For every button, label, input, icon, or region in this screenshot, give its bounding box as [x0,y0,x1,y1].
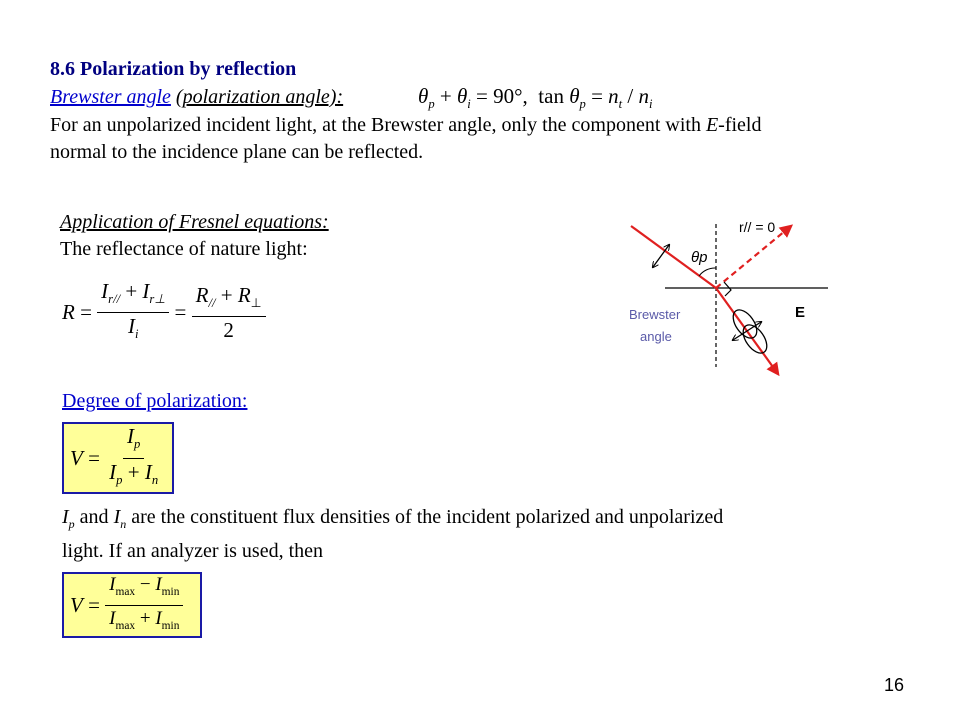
brewster-paren: (polarization angle): [175,86,344,108]
reflectance-equation: R = $\frac{I_{r//} + I_{r\perp}}{I_i}$ = $\frac{R_{//} + R_\perp}{2}$ [62,278,266,347]
flux-paragraph [62,504,942,565]
ip-symbol: I [62,506,69,528]
brewster-label-2: angle [640,329,672,344]
theta-p-label: θp [691,249,708,266]
unpolarized-text-2: -field [718,114,762,136]
brewster-diagram [615,212,845,382]
ip-subscript: p [68,517,75,531]
reflectance-text: The reflectance of nature light: [60,238,308,260]
degree-equation-box: V = $\frac{I_p}{I_p + I_n}$ [62,422,174,494]
flux-text-1: are the constituent flux densities of the incident polarized and unpolarized [126,506,724,528]
e-field-label: E [795,304,806,321]
reflected-ray [716,226,791,288]
flux-text-2: light. If an analyzer is used, then [62,540,324,562]
unpolarized-text-3: normal to the incidence plane can be reflected. [50,141,424,163]
in-subscript: n [120,517,127,531]
brewster-label-1: Brewster [629,307,681,322]
unpolarized-paragraph [50,112,930,166]
analyzer-equation-box: V = $\frac{I_{max} - I_{min}}{I_{max} + I_{min}}$ [62,572,202,638]
right-angle-marker [724,282,731,296]
angle-arc [699,268,716,276]
degree-heading[interactable]: Degree of polarization: [62,390,248,412]
unpolarized-e: E [705,114,719,136]
brewster-angle-link[interactable]: Brewster angle [50,86,171,108]
page-number: 16 [883,675,904,695]
fresnel-heading: Application of Fresnel equations: [60,211,329,233]
brewster-equation: $\theta_p + \theta_i = 90^\circ$, $\tan \theta_p = n_t / n_i$ [418,84,653,112]
and-text: and [74,506,114,528]
in-symbol: I [113,506,121,528]
r-parallel-label: r// = 0 [739,219,776,235]
brewster-line [50,84,343,111]
unpolarized-text-1: For an unpolarized incident light, at the Brewster angle, only the component with [50,114,706,136]
section-title: 8.6 Polarization by reflection [50,58,297,80]
